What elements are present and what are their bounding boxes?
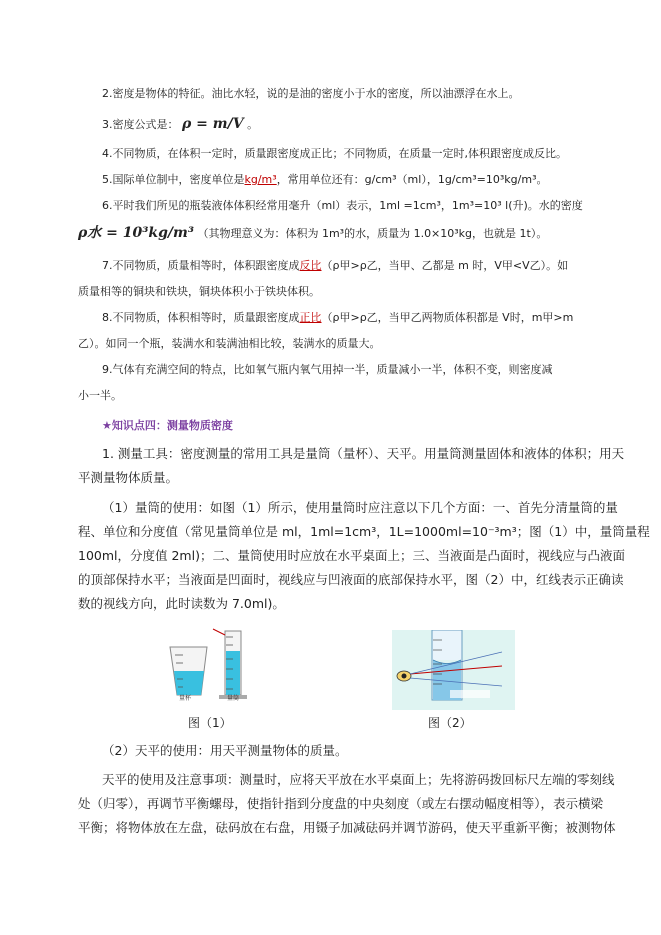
para-3: （2）天平的使用：用天平测量物体的质量。	[102, 743, 348, 758]
line-5	[102, 172, 548, 187]
line-3	[102, 117, 258, 132]
para-2b: 程、单位和分度值（常见量筒单位是 ml，1ml=1cm³，1L=1000ml=10⁻³m³；图（1）中，量筒量程	[78, 524, 650, 539]
figure-2-caption: 图（2）	[428, 716, 472, 730]
figure-2	[392, 630, 515, 710]
line-6b-suffix: （其物理意义为：体积为 1m³的水，质量为 1.0×10³kg，也就是 1t）。	[197, 227, 548, 240]
line-8-key: 正比	[299, 311, 322, 324]
line-4: 4.不同物质，在体积一定时，质量跟密度成正比；不同物质，在质量一定时,体积跟密度成反比。	[102, 147, 567, 160]
line-5-suffix: ，常用单位还有：g/cm³（ml），1g/cm³=10³kg/m³。	[276, 173, 548, 186]
line-5-prefix: 5.国际单位制中，密度单位是	[102, 173, 245, 186]
line-5-unit: kg/m³	[244, 173, 277, 186]
line-8	[102, 310, 573, 325]
meniscus-reading-illustration	[392, 630, 515, 710]
fig1-label-cup: 量杯	[179, 695, 192, 702]
line-7-suffix: （ρ甲>ρ乙，当甲、乙都是 m 时，V甲<V乙）。如	[321, 259, 569, 272]
para-4b: 处（归零），再调节平衡螺母，使指针指到分度盘的中央刻度（或左右摆动幅度相等），表示横梁	[78, 796, 604, 811]
line-7	[102, 258, 568, 273]
figure-1	[165, 625, 265, 705]
para-2a: （1）量筒的使用：如图（1）所示，使用量筒时应注意以下几个方面：一、首先分清量筒的量	[102, 500, 618, 515]
water-density-formula: ρ水 = 10³kg/m³	[78, 225, 194, 241]
line-7-key: 反比	[299, 259, 322, 272]
line-8-suffix: （ρ甲>ρ乙，当甲乙两物质体积都是 V时，m甲>m	[321, 311, 574, 324]
section-heading: ★知识点四：测量物质密度	[102, 419, 233, 432]
figure-1-caption: 图（1）	[188, 716, 232, 730]
density-formula: ρ = m/V	[182, 116, 244, 132]
para-2e: 数的视线方向，此时读数为 7.0ml)。	[78, 596, 285, 611]
line-3-suffix: 。	[247, 118, 259, 131]
line-2: 2.密度是物体的特征。油比水轻，说的是油的密度小于水的密度，所以油漂浮在水上。	[102, 87, 520, 100]
line-6b	[78, 226, 547, 241]
line-9: 9.气体有充满空间的特点，比如氧气瓶内氧气用掉一半，质量减小一半，体积不变，则密度减	[102, 363, 553, 376]
line-3-prefix: 3.密度公式是：	[102, 118, 179, 131]
line-8-prefix: 8.不同物质，体积相等时，质量跟密度成	[102, 311, 300, 324]
para-1a: 1. 测量工具：密度测量的常用工具是量筒（量杯）、天平。用量筒测量固体和液体的体积；用天	[102, 446, 625, 461]
para-4a: 天平的使用及注意事项：测量时，应将天平放在水平桌面上；先将游码拨回标尺左端的零刻线	[102, 772, 615, 787]
line-8b: 乙）。如同一个瓶，装满水和装满油相比较，装满水的质量大。	[78, 337, 381, 350]
para-2d: 的顶部保持水平；当液面是凹面时，视线应与凹液面的底部保持水平，图（2）中，红线表示正确读	[78, 572, 624, 587]
line-9b: 小一半。	[78, 389, 122, 402]
fig1-label-cylinder: 量筒	[227, 695, 240, 702]
line-7b: 质量相等的铜块和铁块，铜块体积小于铁块体积。	[78, 285, 320, 298]
para-1b: 平测量物体质量。	[78, 470, 179, 485]
para-2c: 100ml，分度值 2ml)；二、量筒使用时应放在水平桌面上；三、当液面是凸面时，视线应与凸液面	[78, 548, 625, 563]
line-7-prefix: 7.不同物质，质量相等时，体积跟密度成	[102, 259, 300, 272]
line-6: 6.平时我们所见的瓶装液体体积经常用毫升（ml）表示，1ml =1cm³，1m³=10³ l(升)。水的密度	[102, 199, 583, 212]
para-4c: 平衡；将物体放在左盘，砝码放在右盘，用镊子加减砝码并调节游码，使天平重新平衡；被测物体	[78, 820, 616, 835]
